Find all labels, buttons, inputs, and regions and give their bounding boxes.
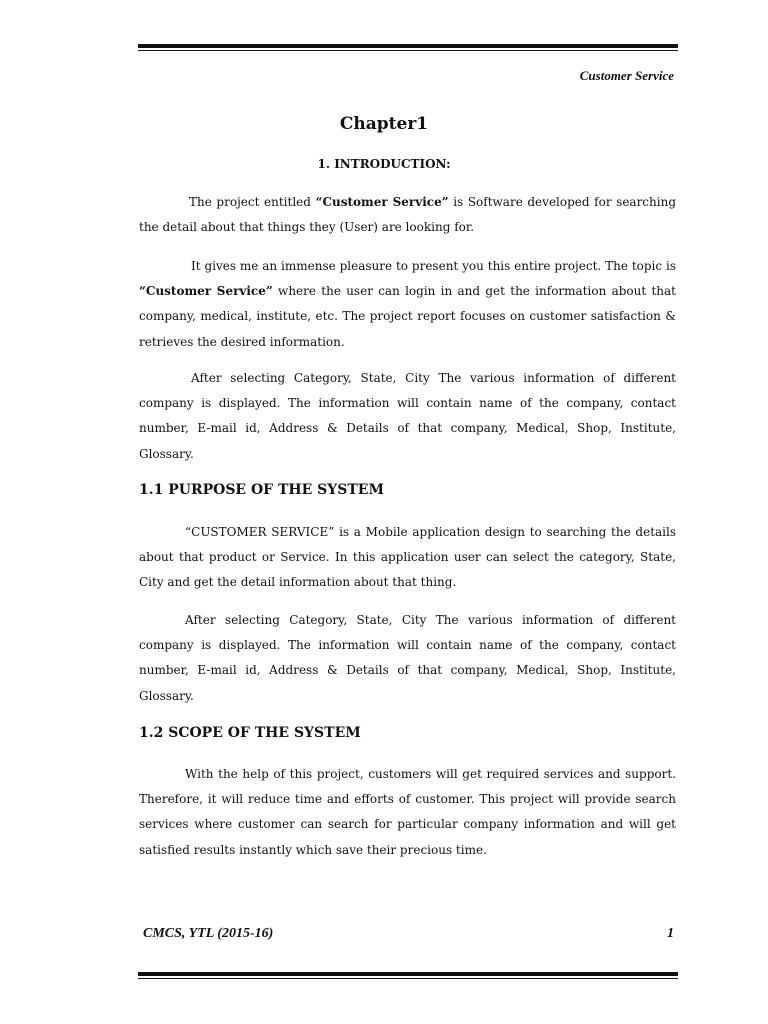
purpose-paragraph-1 [139,520,676,596]
intro-p2-suffix: where the user can login in and get the information about that company, medical, institute, etc. The project report focuses on customer satisfaction & retrieves the desired information. [139,284,676,349]
header-rule [138,44,678,51]
purpose-p2-text: After selecting Category, State, City The various information of different company is displayed. The information will contain name of the company, contact number, E-mail id, Address & Details of that company, Medical, Shop, Institute, Glossary. [139,613,676,703]
purpose-paragraph-2 [139,608,676,709]
page-number: 1 [667,926,674,941]
running-header: Customer Service [579,68,674,83]
scope-paragraph-1 [139,762,676,863]
intro-paragraph-2 [139,254,676,355]
section-heading-scope: 1.2 SCOPE OF THE SYSTEM [139,725,361,741]
scope-p1-text: With the help of this project, customers will get required services and support. Therefore, it will reduce time and efforts of customer. This project will provide search services where customer can search for particular company information and will get satisfied results instantly which save their precious time. [139,767,676,857]
intro-paragraph-3 [139,366,676,467]
intro-p2-bold: “Customer Service” [139,284,273,299]
intro-paragraph-1 [139,190,676,240]
intro-p2-prefix: It gives me an immense pleasure to present you this entire project. The topic is [191,259,676,273]
footer-rule [138,972,678,979]
intro-p1-suffix: is Software developed for searching the detail about that things they (User) are looking for. [139,195,677,235]
intro-p1-bold: “Customer Service” [315,195,449,209]
intro-p3-text: After selecting Category, State, City The various information of different company is displayed. The information will contain name of the company, contact number, E-mail id, Address & Details of that company, Medical, Shop, Institute, Glossary. [139,371,676,461]
section-heading-introduction: 1. INTRODUCTION: [317,157,451,171]
chapter-title: Chapter1 [339,114,429,134]
intro-p1-prefix: The project entitled [189,195,316,209]
purpose-p1-text: “CUSTOMER SERVICE” is a Mobile application design to searching the details about that product or Service. In this application user can select the category, State, City and get the detail information about that thing. [139,525,676,590]
footer-label: CMCS, YTL (2015-16) [143,926,274,941]
section-heading-purpose: 1.1 PURPOSE OF THE SYSTEM [139,482,384,498]
